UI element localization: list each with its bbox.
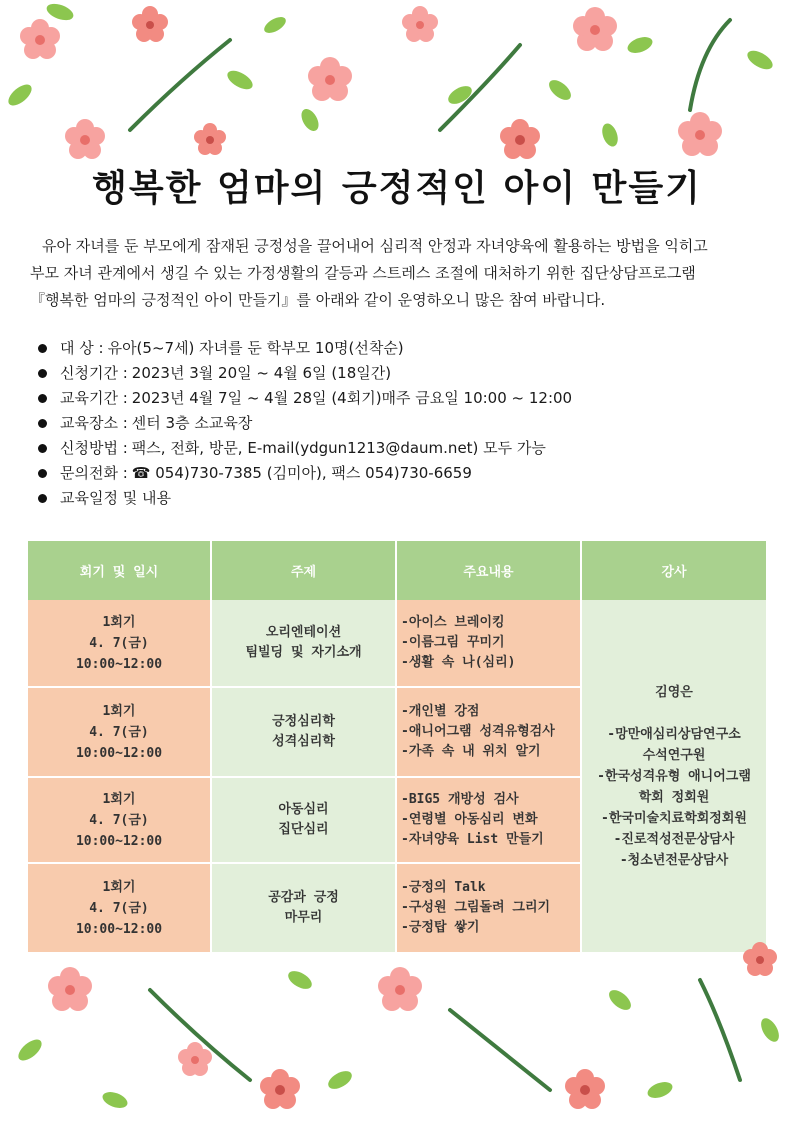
leaf-icon [645, 1079, 674, 1101]
topic-cell: 오리엔테이션 팀빌딩 및 자기소개 [212, 600, 397, 688]
leaf-icon [298, 106, 322, 134]
info-item-application-period: 신청기간 : 2023년 3월 20일 ~ 4월 6일 (18일간) [38, 361, 758, 386]
page-title: 행복한 엄마의 긍정적인 아이 만들기 [92, 168, 702, 209]
leaf-icon [325, 1067, 355, 1092]
leaf-icon [5, 81, 35, 110]
session-cell: 1회기 4. 7(금) 10:00~12:00 [28, 688, 212, 778]
flower-icon [65, 119, 105, 159]
intro-line: 유아 자녀를 둔 부모에게 잠재된 긍정성을 끌어내어 심리적 안정과 자녀양육에 활용하는 방법을 익히고 [42, 237, 708, 255]
header-instructor: 강사 [582, 541, 766, 600]
leaf-icon [44, 1, 75, 24]
session-cell: 1회기 4. 7(금) 10:00~12:00 [28, 778, 212, 864]
info-item-education-period: 교육기간 : 2023년 4월 7일 ~ 4월 28일 (4회기)매주 금요일 10:00 ~ 12:00 [38, 386, 758, 411]
session-cell: 1회기 4. 7(금) 10:00~12:00 [28, 864, 212, 954]
schedule-table [28, 541, 766, 954]
stem-icon [130, 40, 230, 130]
info-item-contact: 문의전화 : ☎ 054)730-7385 (김미아), 팩스 054)730-6659 [38, 461, 758, 486]
info-item-target: 대 상 : 유아(5~7세) 자녀를 둔 학부모 10명(선착순) [38, 336, 758, 361]
content-cell: -개인별 강점 -애니어그램 성격유형검사 -가족 속 내 위치 알기 [397, 688, 582, 778]
flower-icon [500, 119, 540, 159]
leaf-icon [262, 14, 289, 36]
leaf-icon [744, 47, 775, 73]
leaf-icon [224, 67, 255, 93]
content-cell: -긍정의 Talk -구성원 그림돌려 그리기 -긍정탑 쌓기 [397, 864, 582, 954]
leaf-icon [625, 34, 654, 56]
intro-line: 부모 자녀 관계에서 생길 수 있는 가정생활의 갈등과 스트레스 조절에 대처하기 위한 집단상담프로그램 [30, 264, 696, 282]
info-item-schedule: 교육일정 및 내용 [38, 486, 758, 511]
stem-icon [450, 1010, 550, 1090]
topic-cell: 긍정심리학 성격심리학 [212, 688, 397, 778]
instructor-cell: 김영은 -망만애심리상담연구소 수석연구원 -한국성격유형 애니어그램 학회 정회원 -한국미술치료학회정회원 -진로적성전문상담사 -청소년전문상담사 [582, 600, 766, 954]
info-item-application-method: 신청방법 : 팩스, 전화, 방문, E-mail(ydgun1213@daum.net) 모두 가능 [38, 436, 758, 461]
content-cell: -BIG5 개방성 검사 -연령별 아동심리 변화 -자녀양육 List 만들기 [397, 778, 582, 864]
intro-paragraph [30, 233, 770, 314]
topic-cell: 아동심리 집단심리 [212, 778, 397, 864]
flower-icon [402, 6, 438, 42]
table-row [28, 600, 766, 688]
session-cell: 1회기 4. 7(금) 10:00~12:00 [28, 600, 212, 688]
floral-border-bottom [0, 940, 794, 1123]
leaf-icon [100, 1089, 129, 1111]
intro-line: 『행복한 엄마의 긍정적인 아이 만들기』를 아래와 같이 운영하오니 많은 참여 바랍니다. [30, 291, 606, 309]
leaf-icon [606, 986, 635, 1013]
leaf-icon [285, 967, 315, 992]
leaf-icon [15, 1036, 45, 1065]
table-header-row [28, 541, 766, 600]
stem-icon [440, 45, 520, 130]
stem-icon [690, 20, 730, 110]
flower-icon [573, 7, 617, 51]
flower-icon [308, 57, 352, 101]
stem-icon [150, 990, 250, 1080]
flower-icon [20, 19, 60, 59]
floral-border-top [0, 0, 794, 175]
info-list [38, 336, 758, 511]
leaf-icon [757, 1015, 782, 1045]
header-session: 회기 및 일시 [28, 541, 212, 600]
content-cell: -아이스 브레이킹 -이름그림 꾸미기 -생활 속 나(심리) [397, 600, 582, 688]
flower-icon [194, 123, 226, 155]
header-topic: 주제 [212, 541, 397, 600]
info-item-location: 교육장소 : 센터 3층 소교육장 [38, 411, 758, 436]
leaf-icon [599, 121, 620, 148]
flower-icon [178, 1042, 212, 1076]
flower-icon [48, 967, 92, 1011]
flower-icon [565, 1069, 605, 1109]
flower-icon [378, 967, 422, 1011]
header-content: 주요내용 [397, 541, 582, 600]
flower-icon [678, 112, 722, 156]
leaf-icon [445, 82, 475, 107]
leaf-icon [546, 76, 575, 103]
flower-icon [132, 6, 168, 42]
stem-icon [700, 980, 740, 1080]
flower-icon [260, 1069, 300, 1109]
topic-cell: 공감과 긍정 마무리 [212, 864, 397, 954]
